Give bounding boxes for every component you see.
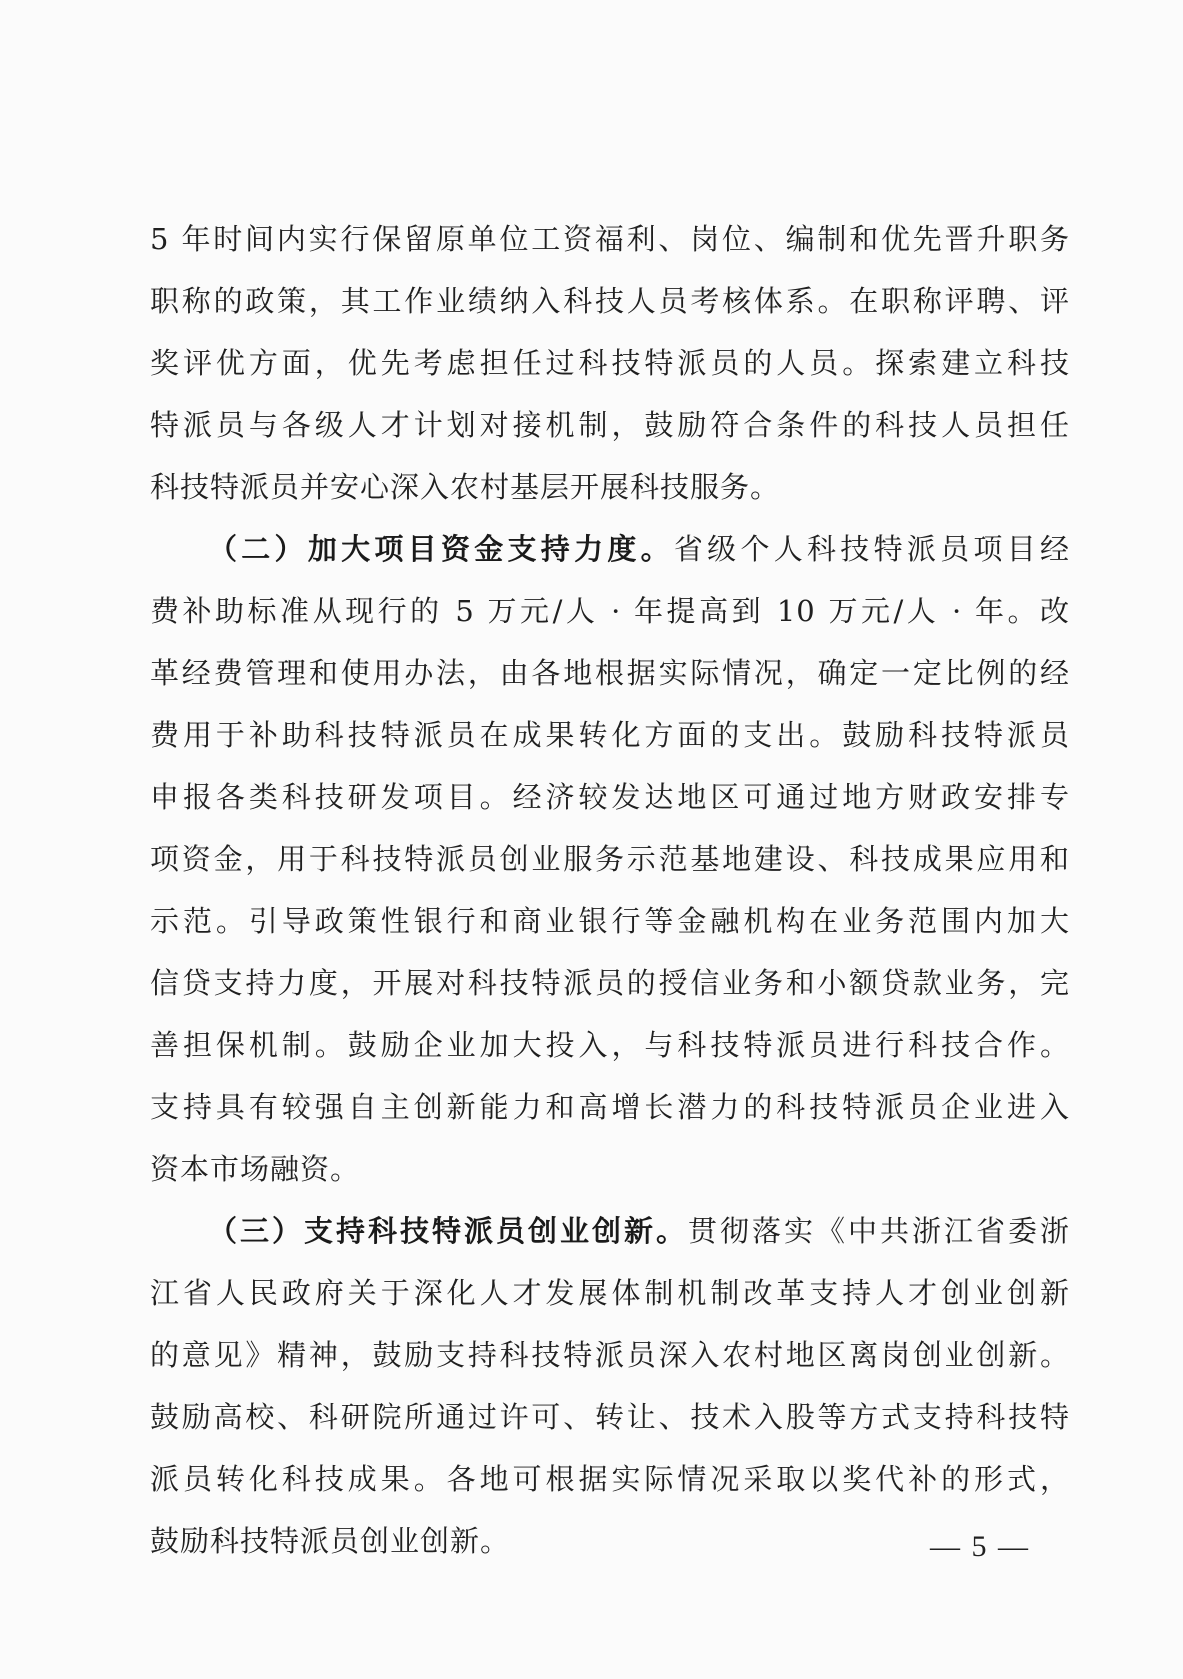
text-line: 革经费管理和使用办法，由各地根据实际情况，确定一定比例的经 bbox=[150, 656, 1070, 690]
text-line: 的意见》精神，鼓励支持科技特派员深入农村地区离岗创业创新。 bbox=[150, 1338, 1070, 1372]
text-line: 5 年时间内实行保留原单位工资福利、岗位、编制和优先晋升职务 bbox=[150, 222, 1070, 256]
text-line: 费补助标准从现行的 5 万元/人 · 年提高到 10 万元/人 · 年。改 bbox=[150, 594, 1070, 628]
section-2-heading: （二）加大项目资金支持力度。 bbox=[208, 532, 674, 566]
text-line: 科技特派员并安心深入农村基层开展科技服务。 bbox=[150, 470, 781, 504]
text-line: 支持具有较强自主创新能力和高增长潜力的科技特派员企业进入 bbox=[150, 1090, 1070, 1124]
text-line: 江省人民政府关于深化人才发展体制机制改革支持人才创业创新 bbox=[150, 1276, 1070, 1310]
text-line: 申报各类科技研发项目。经济较发达地区可通过地方财政安排专 bbox=[150, 780, 1070, 814]
page-number: — 5 — bbox=[930, 1530, 1030, 1563]
text-line: 资本市场融资。 bbox=[150, 1152, 361, 1186]
section-2-first-line bbox=[150, 518, 1070, 580]
section-3-first-line bbox=[150, 1200, 1070, 1262]
text-line: 职称的政策，其工作业绩纳入科技人员考核体系。在职称评聘、评 bbox=[150, 284, 1070, 318]
text-line: 奖评优方面，优先考虑担任过科技特派员的人员。探索建立科技 bbox=[150, 346, 1070, 380]
text-line: 信贷支持力度，开展对科技特派员的授信业务和小额贷款业务，完 bbox=[150, 966, 1070, 1000]
text-line: 鼓励科技特派员创业创新。 bbox=[150, 1524, 511, 1558]
text-line: 项资金，用于科技特派员创业服务示范基地建设、科技成果应用和 bbox=[150, 842, 1070, 876]
text-line: 示范。引导政策性银行和商业银行等金融机构在业务范围内加大 bbox=[150, 904, 1070, 938]
text-line: 特派员与各级人才计划对接机制，鼓励符合条件的科技人员担任 bbox=[150, 408, 1070, 442]
text-line: 鼓励高校、科研院所通过许可、转让、技术入股等方式支持科技特 bbox=[150, 1400, 1070, 1434]
text-line: 善担保机制。鼓励企业加大投入，与科技特派员进行科技合作。 bbox=[150, 1028, 1070, 1062]
document-body bbox=[150, 208, 1070, 1572]
section-3-heading: （三）支持科技特派员创业创新。 bbox=[208, 1214, 688, 1248]
text-line: 派员转化科技成果。各地可根据实际情况采取以奖代补的形式， bbox=[150, 1462, 1070, 1496]
text-line: 费用于补助科技特派员在成果转化方面的支出。鼓励科技特派员 bbox=[150, 718, 1070, 752]
text-fragment: 贯彻落实《中共浙江省委浙 bbox=[687, 1214, 1070, 1248]
text-fragment: 省级个人科技特派员项目经 bbox=[673, 532, 1070, 566]
